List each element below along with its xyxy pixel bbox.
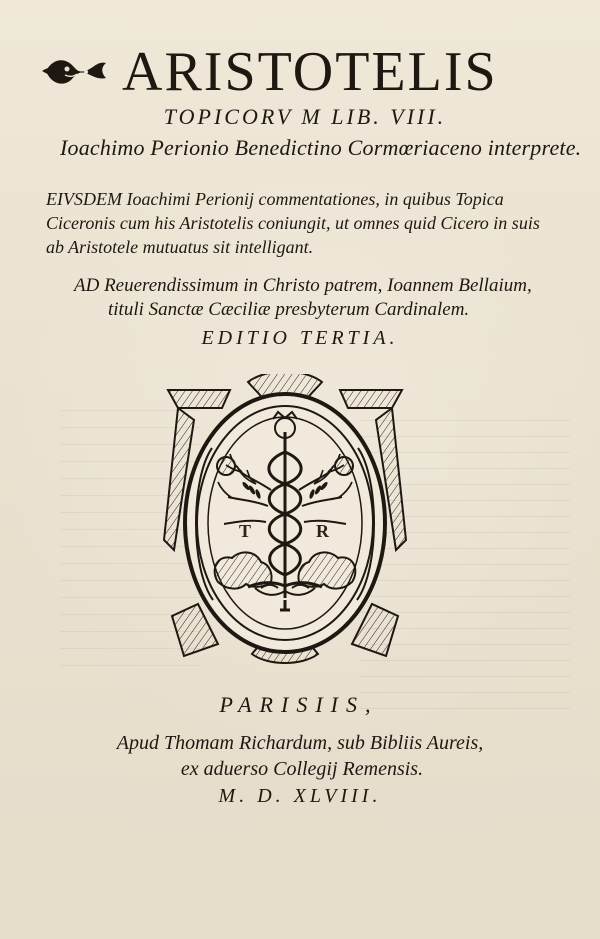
subtitle: TOPICORV M LIB. VIII.	[163, 104, 447, 129]
dedication-line-2: tituli Sanctæ Cæciliæ presbyterum Cardinalem.	[108, 299, 470, 320]
device-letter-r: R	[316, 521, 329, 541]
dedication-line-1: AD Reuerendissimum in Christo patrem, Ioannem Bellaium,	[74, 275, 532, 296]
device-letter-t: T	[239, 521, 252, 541]
imprint-printer-line-2: ex aduerso Collegij Remensis.	[180, 758, 424, 780]
imprint-place: PARISIIS,	[219, 692, 379, 717]
edition-label: EDITIO TERTIA.	[201, 327, 399, 349]
imprint-printer-line-1: Apud Thomam Richardum, sub Bibliis Aureis,	[116, 732, 484, 754]
fleuron-icon	[40, 49, 112, 93]
printer-device-icon	[160, 374, 410, 672]
commentary-line-3: ab Aristotele mutuatus sit intelligant.	[46, 237, 314, 257]
imprint-date: M. D. XLVIII.	[218, 785, 382, 807]
title-row	[40, 41, 560, 103]
book-title: ARISTOTELIS	[122, 41, 498, 103]
commentary-line-2: Ciceronis cum his Aristotelis coniungit, ut omnes quid Cicero in suis	[46, 213, 540, 233]
commentary-line-1: EIVSDEM Ioachimi Perionij commentationes, in quibus Topica	[46, 189, 504, 209]
interpreter-line: Ioachimo Perionio Benedictino Cormœriaceno interprete.	[60, 135, 582, 160]
